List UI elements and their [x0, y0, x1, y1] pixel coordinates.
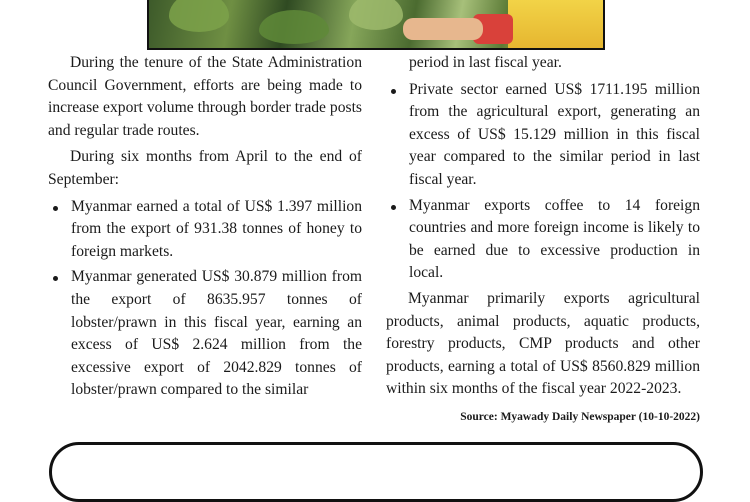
- left-column: [48, 52, 362, 405]
- rounded-frame-box: [49, 442, 703, 502]
- period-paragraph: During six months from April to the end of September:: [48, 148, 362, 188]
- left-bullet-list: [48, 196, 362, 402]
- bullet-prawn-export: Myanmar generated US$ 30.879 million from the export of 8635.957 tonnes of lobster/prawn in this fiscal year, earning an excess of US$ 2.624 million from the excessive export of 2042.829 tonnes of lobster/prawn compared to the similar: [48, 266, 362, 402]
- intro-paragraph: During the tenure of the State Administration Council Government, efforts are being made to increase export volume through border trade posts and regular trade routes.: [48, 54, 362, 139]
- right-column: [386, 52, 700, 405]
- bullet-honey-export: Myanmar earned a total of US$ 1.397 million from the export of 931.38 tonnes of honey to foreign markets.: [48, 196, 362, 264]
- bullet-private-sector: Private sector earned US$ 1711.195 million from the agricultural export, generating an excess of US$ 15.129 million in this fiscal year compared to the similar period in last fiscal year.: [386, 79, 700, 192]
- bullet-coffee-export: Myanmar exports coffee to 14 foreign countries and more foreign income is likely to be earned due to excessive production in local.: [386, 195, 700, 285]
- right-bullet-list: [386, 79, 700, 285]
- source-credit: Source: Myawady Daily Newspaper (10-10-2022): [460, 411, 700, 423]
- article-photo: [147, 0, 605, 50]
- closing-paragraph: Myanmar primarily exports agricultural products, animal products, aquatic products, forestry products, CMP products and other products, earning a total of US$ 8560.829 million within six months of the fiscal year 2022-2023.: [386, 289, 700, 398]
- continued-text: period in last fiscal year.: [409, 54, 562, 71]
